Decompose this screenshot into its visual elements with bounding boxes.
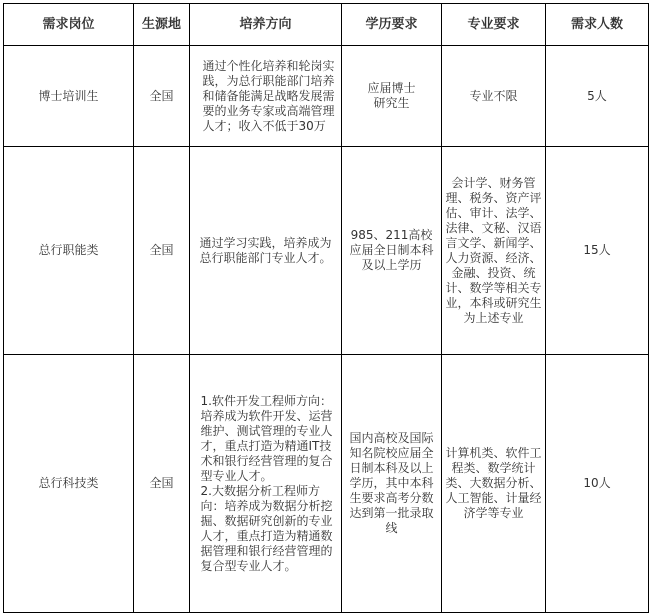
direction-text: 通过学习实践，培养成为总行职能部门专业人才。 — [199, 235, 332, 265]
post-text: 博士培训生 — [38, 88, 99, 103]
direction-paragraph: 2.大数据分析工程师方向：培养成为数据分析挖掘、数据研究创新的专业人才，重点打造为精通数据管理和银行经营管理的复合型专业人才。 — [200, 483, 333, 573]
source-text: 全国 — [149, 243, 174, 257]
post-cell — [4, 355, 134, 613]
count-cell — [546, 355, 649, 613]
header-source: 生源地 — [134, 4, 190, 46]
post-text: 总行职能类 — [38, 243, 99, 257]
source-text: 全国 — [149, 476, 174, 490]
education-cell — [342, 147, 442, 355]
header-row — [4, 4, 649, 46]
count-text: 5人 — [587, 88, 607, 103]
post-text: 总行科技类 — [38, 476, 99, 490]
table-row — [4, 355, 649, 613]
count-text: 10人 — [583, 476, 611, 490]
education-text: 应届博士研究生 — [367, 81, 416, 110]
table-row — [4, 46, 649, 147]
count-cell — [546, 46, 649, 147]
education-text: 国内高校及国际知名院校应届全日制本科及以上学历，其中本科生要求高考分数达到第一批录取线 — [349, 431, 434, 535]
major-text: 会计学、财务管理、税务、资产评估、审计、法学、法律、文秘、汉语言文学、新闻学、人力资源、经济、金融、投资、统计、数学等相关专业，本科或研究生为上述专业 — [445, 175, 542, 325]
education-cell — [342, 355, 442, 613]
header-count: 需求人数 — [546, 4, 649, 46]
major-text: 专业不限 — [469, 88, 518, 103]
direction-cell — [190, 46, 342, 147]
major-cell — [442, 147, 546, 355]
header-education: 学历要求 — [342, 4, 442, 46]
count-cell — [546, 147, 649, 355]
header-major: 专业要求 — [442, 4, 546, 46]
direction-paragraph: 1.软件开发工程师方向：培养成为软件开发、运营维护、测试管理的专业人才，重点打造为精通IT技术和银行经营管理的复合型专业人才。 — [200, 393, 333, 483]
direction-cell — [190, 355, 342, 613]
source-cell — [134, 46, 190, 147]
recruitment-table — [3, 3, 649, 613]
source-cell — [134, 147, 190, 355]
count-text: 15人 — [583, 243, 611, 257]
major-cell — [442, 355, 546, 613]
major-text: 计算机类、软件工程类、数学统计类、大数据分析、人工智能、计量经济学等专业 — [445, 446, 542, 520]
post-cell — [4, 46, 134, 147]
table-row — [4, 147, 649, 355]
direction-block — [199, 394, 333, 574]
direction-text: 通过个性化培养和轮岗实践，为总行职能部门培养和储备能满足战略发展需要的业务专家或高端管理人才；收入不低于30万 — [202, 58, 335, 133]
education-text: 985、211高校应届全日制本科及以上学历 — [349, 228, 434, 272]
education-cell — [342, 46, 442, 147]
header-direction: 培养方向 — [190, 4, 342, 46]
post-cell — [4, 147, 134, 355]
source-text: 全国 — [149, 88, 174, 103]
direction-cell — [190, 147, 342, 355]
major-cell — [442, 46, 546, 147]
header-post: 需求岗位 — [4, 4, 134, 46]
source-cell — [134, 355, 190, 613]
